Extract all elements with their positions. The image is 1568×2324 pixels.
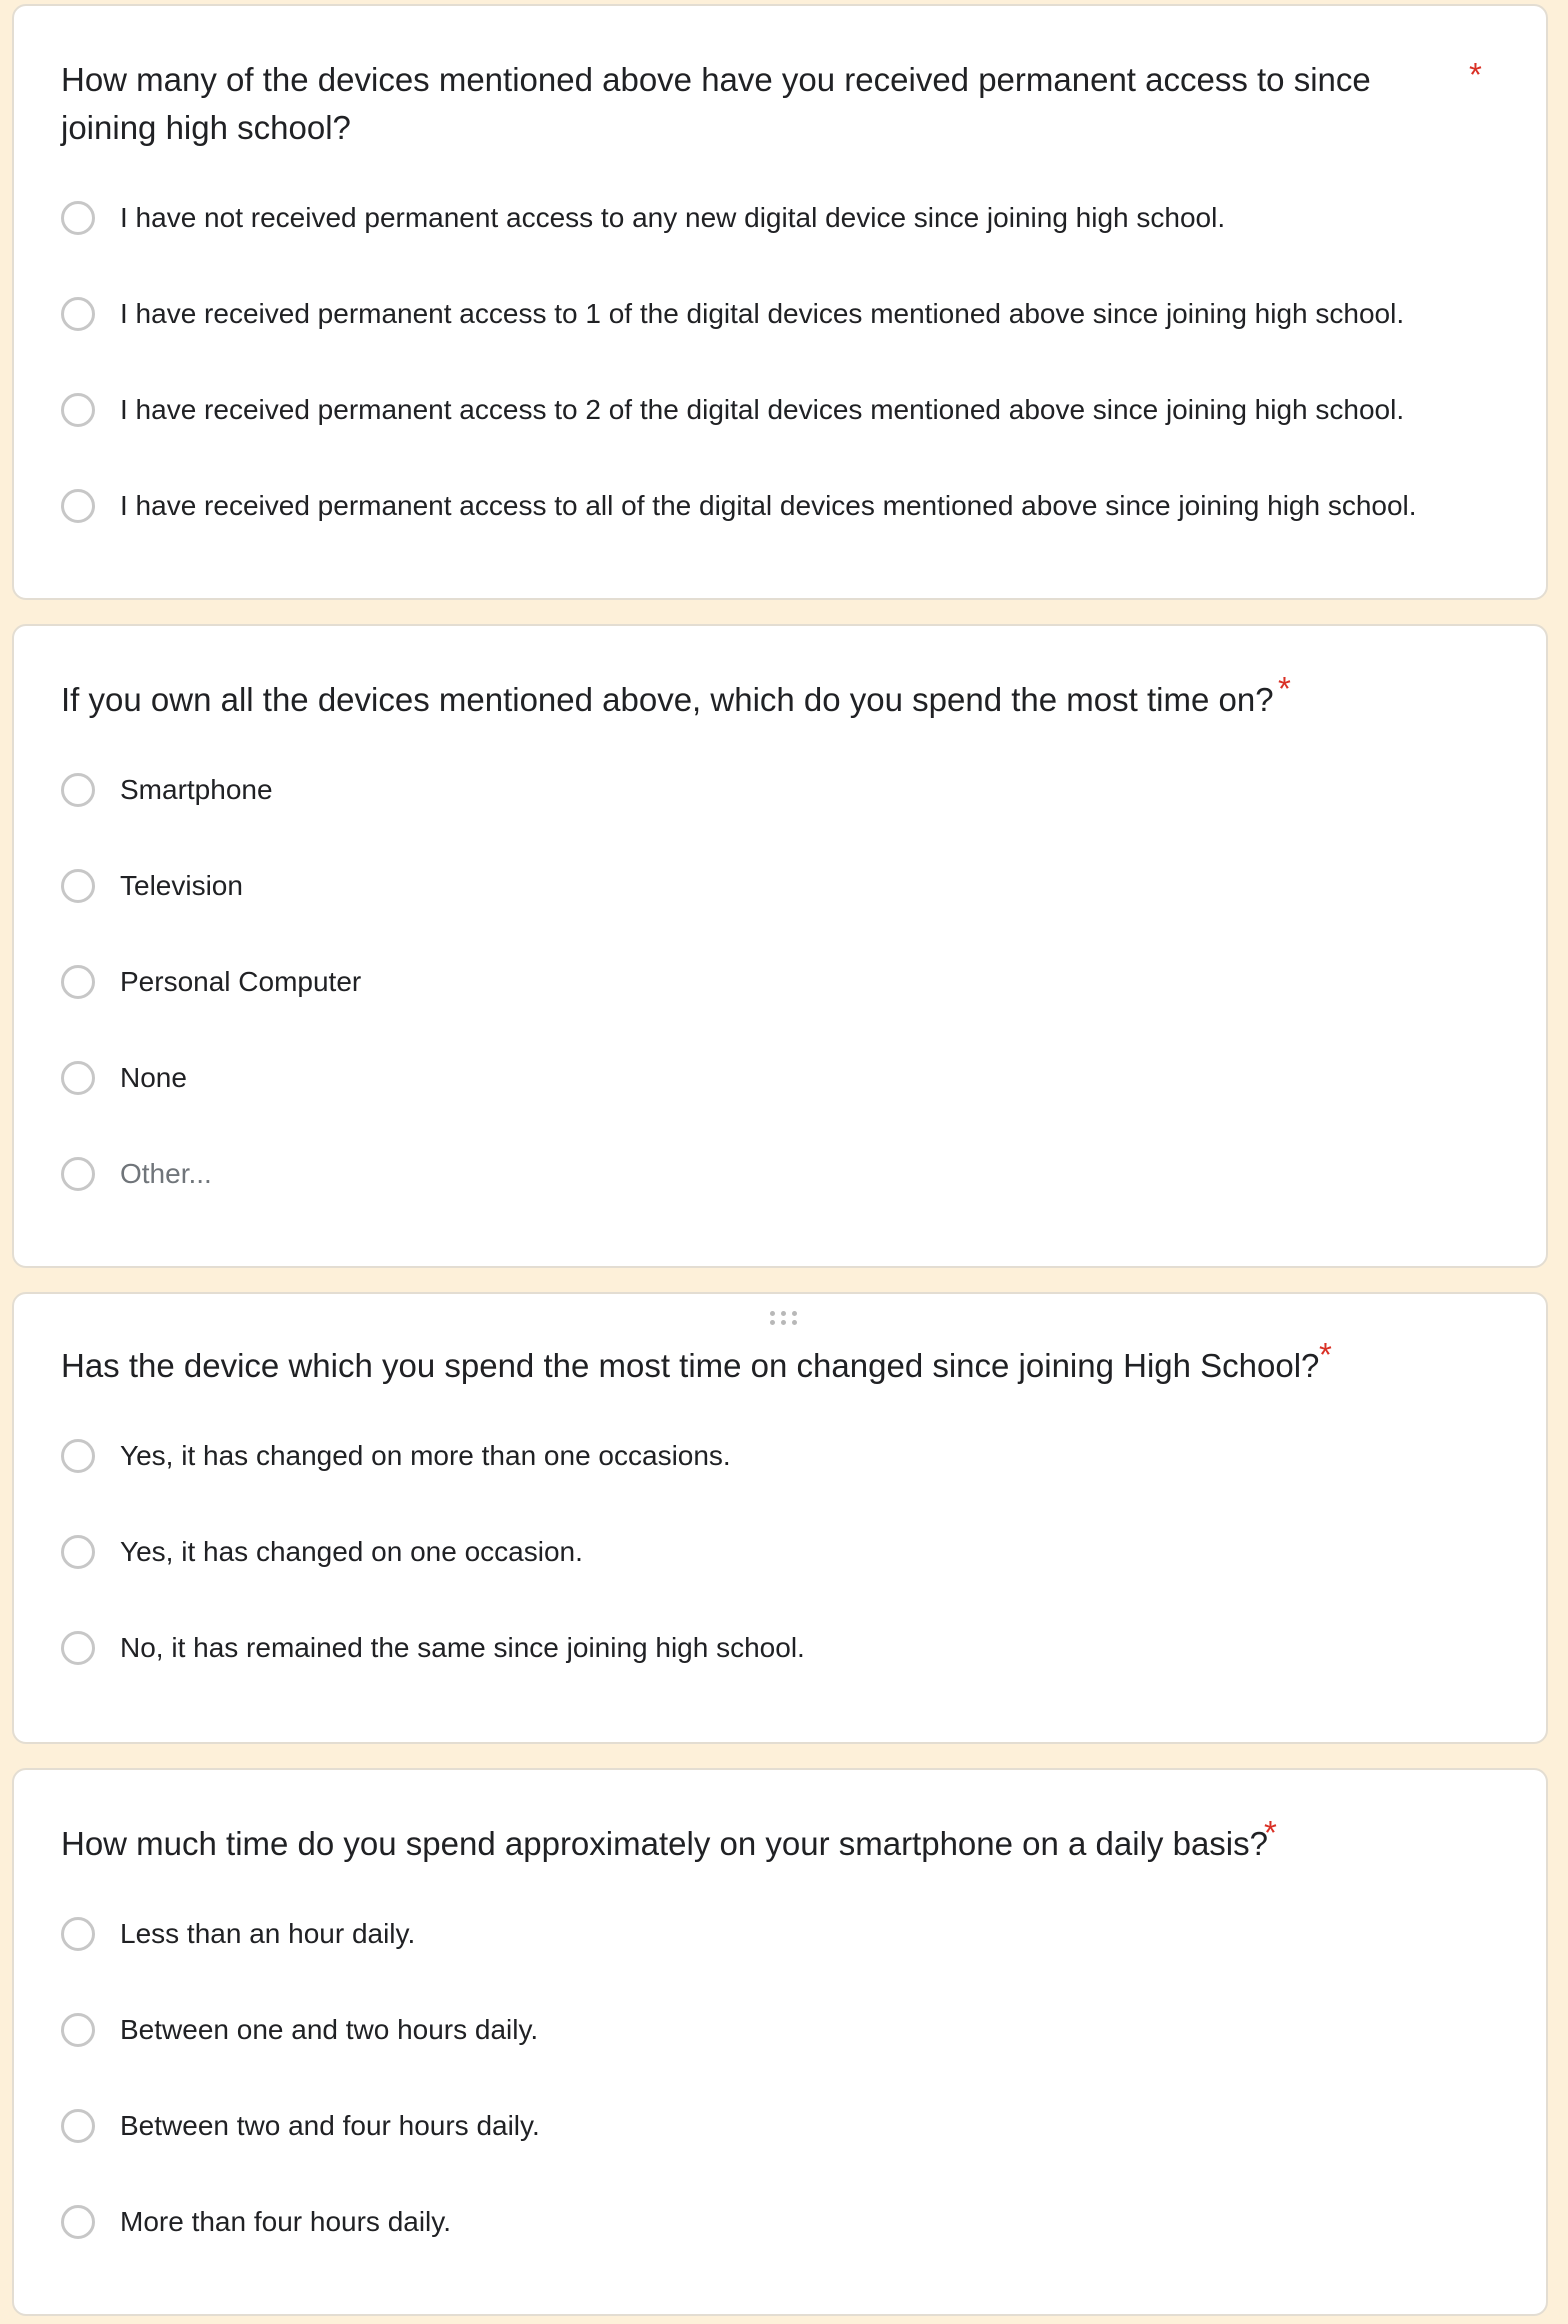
question-title: If you own all the devices mentioned above, which do you spend the most time on? <box>61 681 1274 718</box>
radio-option[interactable] <box>61 1528 583 1576</box>
radio-option-other[interactable] <box>61 1150 212 1198</box>
radio-option[interactable] <box>61 2198 451 2246</box>
required-asterisk: * <box>1264 1814 1277 1851</box>
required-asterisk: * <box>1469 56 1482 93</box>
radio-option-label: Yes, it has changed on more than one occasions. <box>120 1440 731 1471</box>
radio-option[interactable] <box>61 2102 540 2150</box>
question-title: Has the device which you spend the most time on changed since joining High School? <box>61 1347 1320 1384</box>
radio-button[interactable] <box>61 1061 95 1095</box>
question-card-most-time-device <box>12 624 1548 1268</box>
radio-option-label: Television <box>120 870 243 901</box>
radio-option-label: I have not received permanent access to any new digital device since joining high school. <box>120 202 1226 233</box>
radio-option[interactable] <box>61 482 1417 530</box>
question-title-line-1: How many of the devices mentioned above have you received permanent access to since <box>61 61 1371 98</box>
radio-button[interactable] <box>61 2013 95 2047</box>
radio-option-label: I have received permanent access to all of the digital devices mentioned above since joining high school. <box>120 490 1417 521</box>
radio-button[interactable] <box>61 1917 95 1951</box>
radio-button[interactable] <box>61 2205 95 2239</box>
radio-button[interactable] <box>61 1535 95 1569</box>
radio-option-none[interactable] <box>61 1054 187 1102</box>
required-asterisk: * <box>1319 1336 1332 1373</box>
radio-option[interactable] <box>61 2006 538 2054</box>
radio-option-label: Between two and four hours daily. <box>120 2110 540 2141</box>
radio-button[interactable] <box>61 201 95 235</box>
radio-option-label: None <box>120 1062 187 1093</box>
radio-button[interactable] <box>61 869 95 903</box>
radio-option[interactable] <box>61 1910 415 1958</box>
radio-button[interactable] <box>61 1439 95 1473</box>
radio-option-label: Between one and two hours daily. <box>120 2014 539 2045</box>
drag-dots-icon[interactable] <box>764 1306 804 1330</box>
radio-option-personal-computer[interactable] <box>61 958 361 1006</box>
radio-button[interactable] <box>61 1631 95 1665</box>
radio-option-label: Personal Computer <box>120 966 362 997</box>
question-card-device-access <box>12 4 1548 600</box>
radio-button[interactable] <box>61 965 95 999</box>
radio-option-television[interactable] <box>61 862 243 910</box>
radio-option-label: Smartphone <box>120 774 273 805</box>
radio-option-label: Less than an hour daily. <box>120 1918 416 1949</box>
radio-button[interactable] <box>61 393 95 427</box>
radio-option-smartphone[interactable] <box>61 766 273 814</box>
radio-option-other-label: Other... <box>120 1158 212 1189</box>
question-title <box>61 56 1371 152</box>
radio-option-label: I have received permanent access to 1 of the digital devices mentioned above since joining high school. <box>120 298 1405 329</box>
radio-button[interactable] <box>61 489 95 523</box>
question-title: How much time do you spend approximately on your smartphone on a daily basis? <box>61 1825 1268 1862</box>
radio-button[interactable] <box>61 773 95 807</box>
radio-button[interactable] <box>61 2109 95 2143</box>
question-card-smartphone-daily-time <box>12 1768 1548 2316</box>
question-card-device-changed <box>12 1292 1548 1744</box>
radio-option-label: Yes, it has changed on one occasion. <box>120 1536 583 1567</box>
radio-option[interactable] <box>61 386 1404 434</box>
radio-option-label: I have received permanent access to 2 of the digital devices mentioned above since joining high school. <box>120 394 1405 425</box>
question-title-line-2: joining high school? <box>61 109 351 146</box>
radio-option[interactable] <box>61 1624 805 1672</box>
radio-button[interactable] <box>61 297 95 331</box>
required-asterisk: * <box>1278 670 1291 707</box>
radio-button[interactable] <box>61 1157 95 1191</box>
radio-option[interactable] <box>61 194 1225 242</box>
radio-option[interactable] <box>61 1432 731 1480</box>
radio-option-label: No, it has remained the same since joining high school. <box>120 1632 805 1663</box>
radio-option[interactable] <box>61 290 1404 338</box>
radio-option-label: More than four hours daily. <box>120 2206 451 2237</box>
